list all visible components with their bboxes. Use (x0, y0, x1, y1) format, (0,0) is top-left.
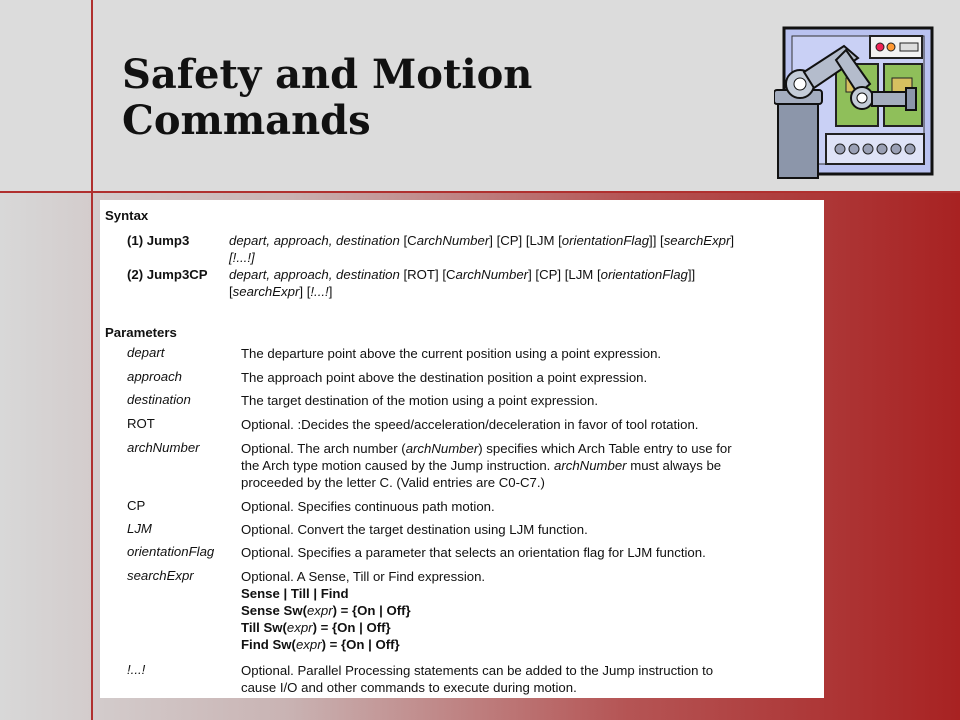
slide-title-line1: Safety and Motion (122, 51, 533, 98)
param-desc-archnumber: Optional. The arch number (archNumber) specifies which Arch Table entry to use for the Arch type motion caused by the Jump instruction. archNumber must always be proceeded by the letter C. (Valid entries are C0-C7.) (241, 441, 732, 490)
param-desc-ljm: Optional. Convert the target destination using LJM function. (241, 522, 588, 537)
param-desc-destination: The target destination of the motion using a point expression. (241, 393, 599, 408)
slide-title (122, 52, 532, 144)
syntax-jump3cp-label: (2) Jump3CP (127, 267, 208, 282)
robot-arm-machine-icon (774, 22, 936, 180)
param-name-destination: destination (127, 392, 191, 407)
syntax-jump3cp-line2: [searchExpr] [!...!] (229, 284, 333, 299)
vertical-accent-line (91, 0, 93, 720)
syntax-heading: Syntax (105, 208, 149, 223)
param-name-parallel: !...! (127, 662, 146, 677)
syntax-jump3-line2: [!...!] (229, 250, 255, 265)
param-name-searchexpr: searchExpr (127, 568, 194, 583)
param-desc-approach: The approach point above the destination position a point expression. (241, 370, 648, 385)
param-desc-cp: Optional. Specifies continuous path motion. (241, 499, 495, 514)
param-name-archnumber: archNumber (127, 440, 200, 455)
param-desc-depart: The departure point above the current position using a point expression. (241, 346, 662, 361)
command-reference-document (100, 200, 824, 698)
syntax-jump3-label: (1) Jump3 (127, 233, 190, 248)
slide-title-line2: Commands (122, 97, 371, 144)
syntax-jump3cp-line1: depart, approach, destination [ROT] [CarchNumber] [CP] [LJM [orientationFlag]] (229, 267, 696, 282)
syntax-jump3-line1: depart, approach, destination [CarchNumber] [CP] [LJM [orientationFlag]] [searchExpr] (229, 233, 735, 248)
param-name-orientationflag: orientationFlag (127, 544, 215, 559)
parameters-heading: Parameters (105, 325, 177, 340)
param-name-ljm: LJM (127, 521, 152, 536)
param-name-depart: depart (127, 345, 165, 360)
param-desc-parallel: Optional. Parallel Processing statements can be added to the Jump instruction to cause I/O and other commands to execute during motion. (241, 663, 714, 695)
param-name-cp: CP (127, 498, 146, 513)
param-desc-searchexpr: Optional. A Sense, Till or Find expression. Sense | Till | Find Sense Sw(expr) = {On | Off} Till Sw(expr) = {On | Off} Find Sw(expr) = {On | Off} (241, 569, 486, 652)
param-name-approach: approach (127, 369, 182, 384)
param-name-rot: ROT (127, 416, 155, 431)
horizontal-accent-line (0, 191, 960, 193)
param-desc-orientationflag: Optional. Specifies a parameter that selects an orientation flag for LJM function. (241, 545, 706, 560)
param-desc-rot: Optional. :Decides the speed/acceleration/deceleration in favor of tool rotation. (241, 417, 699, 432)
